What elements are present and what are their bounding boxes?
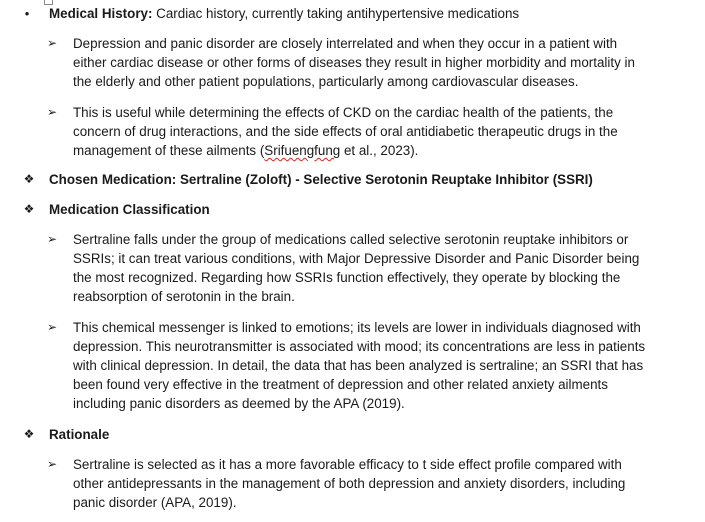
- medical-history-text: Cardiac history, currently taking antihypertensive medications: [152, 6, 520, 21]
- paragraph-line: This chemical messenger is linked to emotions; its levels are lower in individuals diagnosed with: [73, 320, 641, 335]
- arrow-bullet-icon: ➢: [46, 457, 58, 471]
- rationale-heading: Rationale: [49, 427, 110, 442]
- paragraph-line: SSRIs; it can treat various conditions, with Major Depressive Disorder and Panic Disorder being: [73, 251, 640, 266]
- paragraph-line: concern of drug interactions, and the side effects of oral antidiabetic therapeutic drugs in the: [73, 124, 618, 139]
- diamond-bullet-icon: ❖: [23, 427, 35, 441]
- paragraph-line: Depression and panic disorder are closely interrelated and when they occur in a patient with: [73, 36, 618, 51]
- diamond-bullet-icon: ❖: [23, 172, 35, 186]
- paragraph-line: depression. This neurotransmitter is associated with mood; its concentrations are less in patients: [73, 339, 646, 354]
- medical-history-label: Medical History: [49, 6, 148, 21]
- paragraph-line: other antidepressants in the management of both depression and anxiety disorders, including: [73, 476, 626, 491]
- bullet-dot-icon: •: [24, 6, 30, 21]
- arrow-bullet-icon: ➢: [46, 320, 58, 334]
- spellcheck-flagged-word[interactable]: Srifuengfung: [264, 143, 341, 158]
- paragraph-line: the most recognized. Regarding how SSRIs function effectively, they operate by blocking the: [73, 270, 621, 285]
- medical-history-line: [49, 4, 519, 23]
- chosen-medication-heading: Chosen Medication: Sertraline (Zoloft) - Selective Serotonin Reuptake Inhibitor (SSRI): [49, 172, 593, 187]
- paragraph-line: with clinical depression. In detail, the data that has been analyzed is sertraline; an SSRI that has: [73, 358, 644, 373]
- paragraph-line: reabsorption of serotonin in the brain.: [73, 289, 295, 304]
- citation-suffix: et al., 2023).: [340, 143, 419, 158]
- paragraph-line: including panic disorders as deemed by the APA (2019).: [73, 396, 405, 411]
- diamond-bullet-icon: ❖: [23, 202, 35, 216]
- medication-classification-heading: Medication Classification: [49, 202, 210, 217]
- paragraph-line: Sertraline is selected as it has a more favorable efficacy to t side effect profile compared with: [73, 457, 622, 472]
- arrow-bullet-icon: ➢: [46, 105, 58, 119]
- citation-prefix: management of these ailments (: [73, 143, 265, 158]
- arrow-bullet-icon: ➢: [46, 232, 58, 246]
- paragraph-line: panic disorder (APA, 2019).: [73, 495, 237, 510]
- paragraph-line: either cardiac disease or other forms of diseases they result in higher morbidity and mortality in: [73, 55, 635, 70]
- arrow-bullet-icon: ➢: [46, 36, 58, 50]
- medical-history-colon: :: [147, 6, 153, 21]
- paragraph-line: This is useful while determining the effects of CKD on the cardiac health of the patients, the: [73, 105, 614, 120]
- paragraph-line-with-citation: [73, 141, 418, 160]
- paragraph-line: Sertraline falls under the group of medications called selective serotonin reuptake inhibitors or: [73, 232, 629, 247]
- paragraph-line: been found very effective in the treatment of depression and other related anxiety ailments: [73, 377, 608, 392]
- paragraph-line: the elderly and other patient populations, particularly among cardiovascular diseases.: [73, 74, 579, 89]
